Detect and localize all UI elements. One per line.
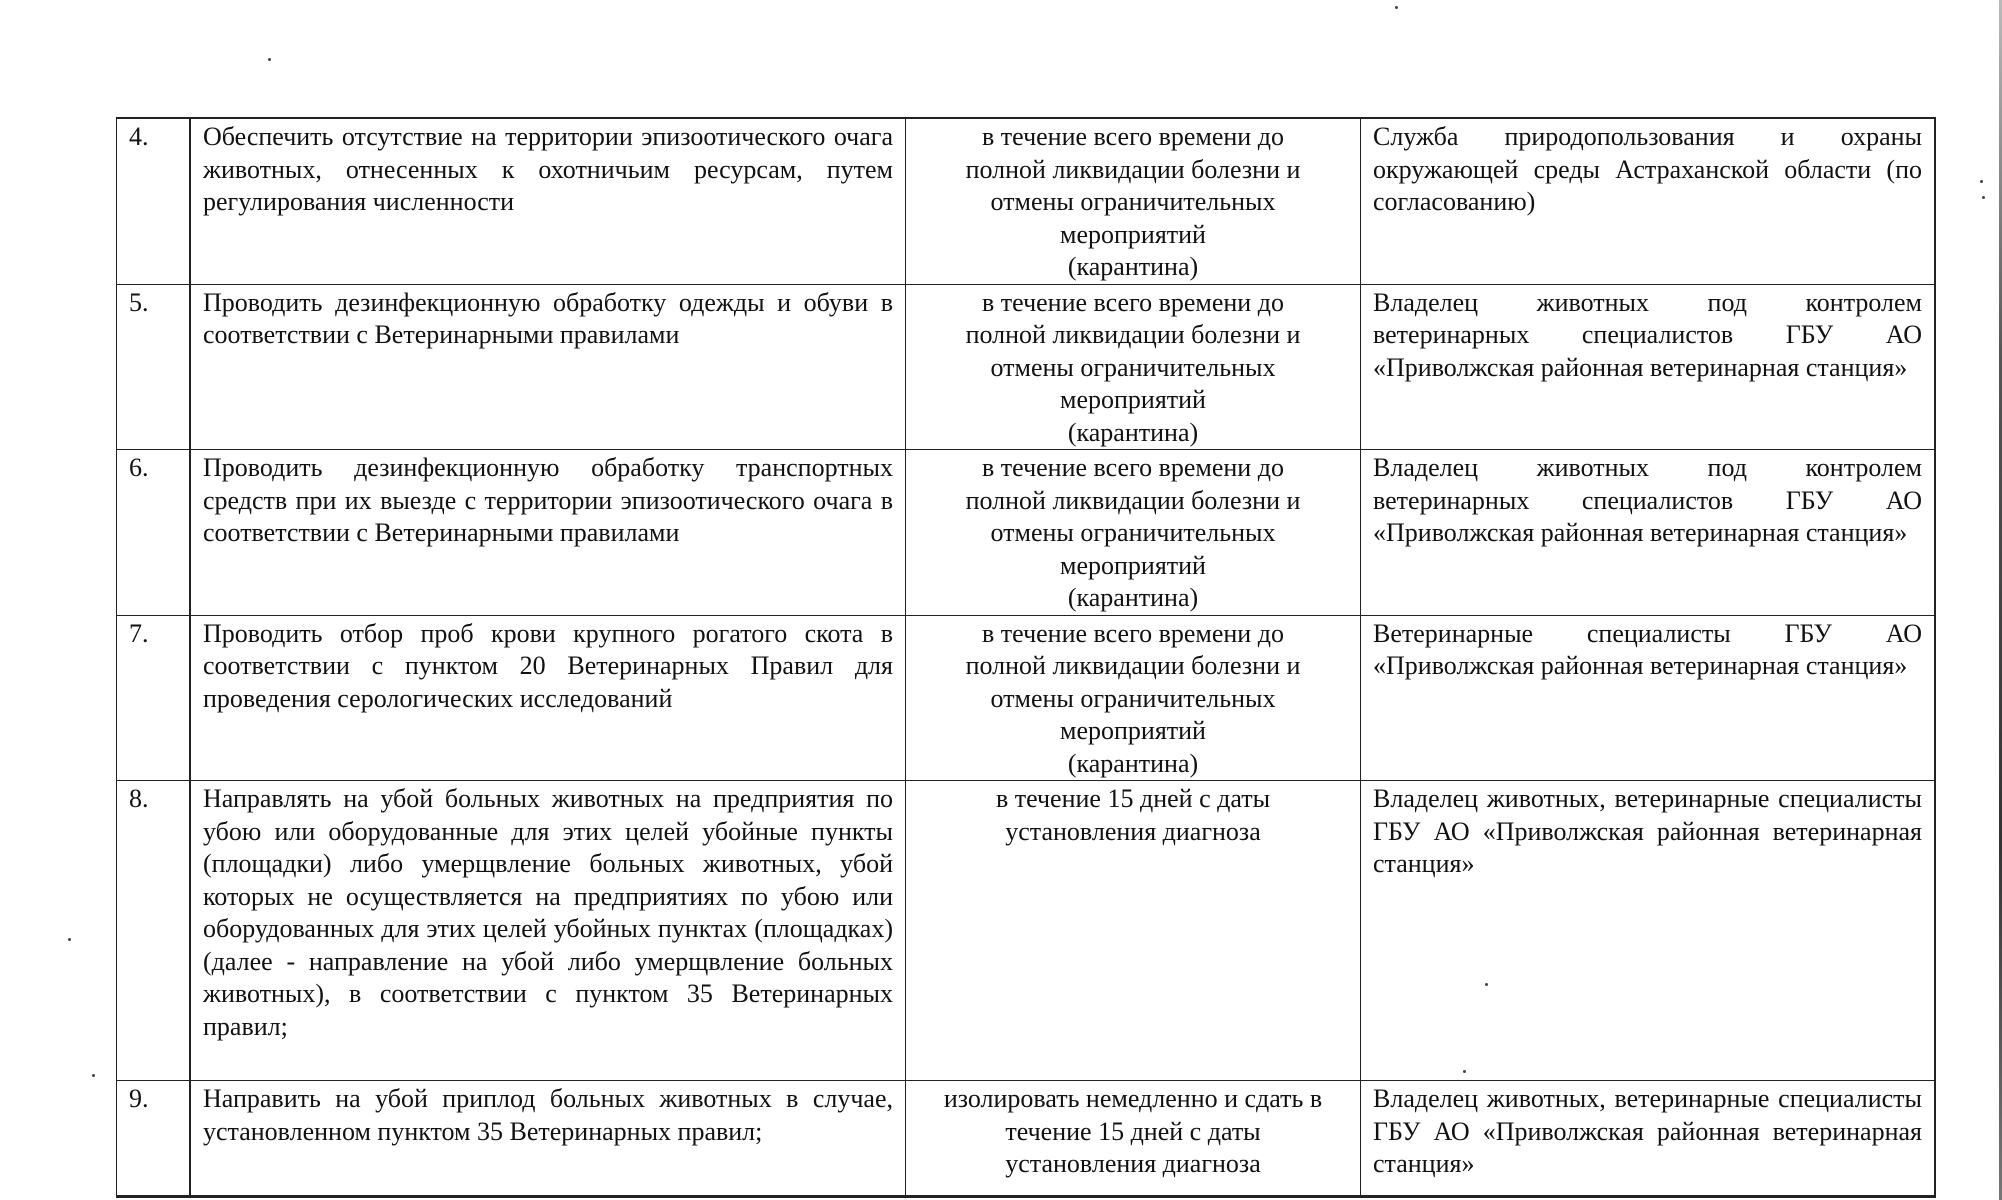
responsible-text: Владелец животных под контролем ветеринарных специалистов ГБУ АО «Приволжская районная ветеринарная станция» [1373,287,1922,382]
deadline-text: в течение всего времени до полной ликвидации болезни и отмены ограничительных мероприятий (карантина) [965,287,1301,447]
table-row [117,450,1936,616]
scan-speck [1980,180,1983,183]
responsible-text: Служба природопользования и охраны окружающей среды Астраханской области (по согласованию) [1373,122,1922,216]
measure-cell [190,118,906,284]
table-row [117,781,1936,1081]
row-number: 6. [117,450,191,616]
table-row [117,1081,1936,1197]
responsible-cell [1361,284,1936,450]
row-number: 9. [117,1081,191,1197]
scan-speck [1982,196,1985,199]
responsible-cell [1361,781,1936,1081]
row-number: 8. [117,781,191,1081]
deadline-cell [906,118,1361,284]
scan-speck [1485,983,1488,986]
scan-speck [1463,1070,1466,1073]
deadline-text: в течение 15 дней с даты установления диагноза [995,784,1271,846]
scan-speck [268,58,271,61]
deadline-text: в течение всего времени до полной ликвидации болезни и отмены ограничительных мероприятий (карантина) [965,453,1301,612]
measure-cell [190,450,906,616]
scan-speck [92,1074,95,1077]
measure-cell [190,284,906,450]
measure-text: Направлять на убой больных животных на предприятия по убою или оборудованные для этих целей убойные пункты (площадки) либо умерщвление больных животных, убой которых не осуществляется на предприятиях по убою или оборудованных для этих целей убойных пунктах (площадках) (далее - направление на убой либо умерщвление больных животных), в соответствии с пунктом 35 Ветеринарных правил; [203,784,893,1041]
scan-speck [1395,6,1398,9]
table-row [117,615,1936,781]
measure-cell [190,615,906,781]
responsible-cell [1361,615,1936,781]
measure-text: Проводить дезинфекционную обработку транспортных средств при их выезде с территории эпизоотического очага в соответствии с Ветеринарными правилами [203,453,893,547]
measures-table [116,117,1936,1198]
deadline-text: изолировать немедленно и сдать в течение 15 дней с даты установления диагноза [943,1084,1323,1178]
deadline-text: в течение всего времени до полной ликвидации болезни и отмены ограничительных мероприятий (карантина) [965,618,1301,778]
deadline-cell [906,781,1361,1081]
measure-cell [190,781,906,1081]
deadline-cell [906,1081,1361,1197]
table-row [117,284,1936,450]
responsible-cell [1361,1081,1936,1197]
measure-text: Проводить дезинфекционную обработку одежды и обуви в соответствии с Ветеринарными правилами [203,287,893,349]
table-row [117,118,1936,284]
scan-speck [68,938,71,941]
deadline-cell [906,284,1361,450]
responsible-cell [1361,118,1936,284]
deadline-cell [906,450,1361,616]
responsible-text: Ветеринарные специалисты ГБУ АО «Приволжская районная ветеринарная станция» [1373,618,1922,680]
measure-cell [190,1081,906,1197]
responsible-text: Владелец животных под контролем ветеринарных специалистов ГБУ АО «Приволжская районная ветеринарная станция» [1373,453,1922,547]
responsible-cell [1361,450,1936,616]
deadline-cell [906,615,1361,781]
measure-text: Направить на убой приплод больных животных в случае, установленном пунктом 35 Ветеринарных правил; [203,1084,893,1146]
deadline-text: в течение всего времени до полной ликвидации болезни и отмены ограничительных мероприятий (карантина) [965,122,1301,281]
measure-text: Проводить отбор проб крови крупного рогатого скота в соответствии с пунктом 20 Ветеринарных Правил для проведения серологических исследований [203,618,893,713]
row-number: 4. [117,118,191,284]
row-number: 7. [117,615,191,781]
responsible-text: Владелец животных, ветеринарные специалисты ГБУ АО «Приволжская районная ветеринарная станция» [1373,1084,1922,1178]
measure-text: Обеспечить отсутствие на территории эпизоотического очага животных, отнесенных к охотничьим ресурсам, путем регулирования численности [203,122,893,216]
responsible-text: Владелец животных, ветеринарные специалисты ГБУ АО «Приволжская районная ветеринарная станция» [1373,784,1922,878]
row-number: 5. [117,284,191,450]
